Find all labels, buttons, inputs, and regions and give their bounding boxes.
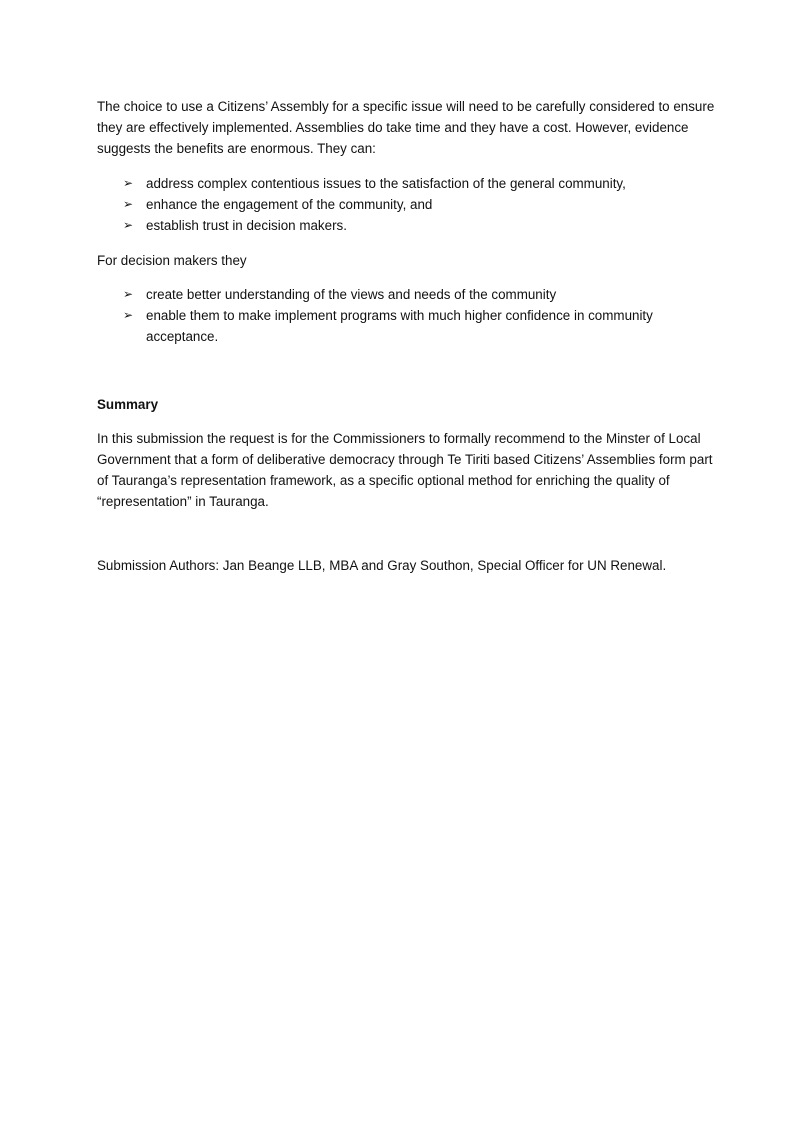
list-item [97, 305, 717, 347]
list-item-text: enable them to make implement programs with much higher confidence in community acceptance. [146, 308, 653, 344]
summary-paragraph: In this submission the request is for the Commissioners to formally recommend to the Minster of Local Government that a form of deliberative democracy through Te Tiriti based Citizens’ Assemblies form part of Tauranga’s representation framework, as a specific optional method for enriching the quality of “representation” in Tauranga. [97, 431, 713, 509]
document-body [97, 96, 717, 576]
benefits-list [97, 173, 717, 236]
decision-makers-list [97, 284, 717, 347]
summary-heading: Summary [97, 397, 159, 412]
arrowhead-bullet-icon: ➢ [123, 287, 134, 301]
list-item [97, 173, 717, 194]
intro-paragraph: The choice to use a Citizens’ Assembly for a specific issue will need to be carefully considered to ensure they are effectively implemented. Assemblies do take time and they have a cost. However, evidence suggests the benefits are enormous. They can: [97, 99, 715, 156]
arrowhead-bullet-icon: ➢ [123, 308, 134, 322]
list-item [97, 194, 717, 215]
list-item [97, 215, 717, 236]
list-item-text: enhance the engagement of the community, and [146, 197, 433, 212]
decision-makers-intro: For decision makers they [97, 253, 247, 268]
arrowhead-bullet-icon: ➢ [123, 218, 134, 232]
list-item [97, 284, 717, 305]
list-item-text: establish trust in decision makers. [146, 218, 347, 233]
list-item-text: address complex contentious issues to the satisfaction of the general community, [146, 176, 626, 191]
arrowhead-bullet-icon: ➢ [123, 176, 134, 190]
authors-line: Submission Authors: Jan Beange LLB, MBA and Gray Southon, Special Officer for UN Renewal. [97, 558, 667, 573]
list-item-text: create better understanding of the views and needs of the community [146, 287, 557, 302]
arrowhead-bullet-icon: ➢ [123, 197, 134, 211]
